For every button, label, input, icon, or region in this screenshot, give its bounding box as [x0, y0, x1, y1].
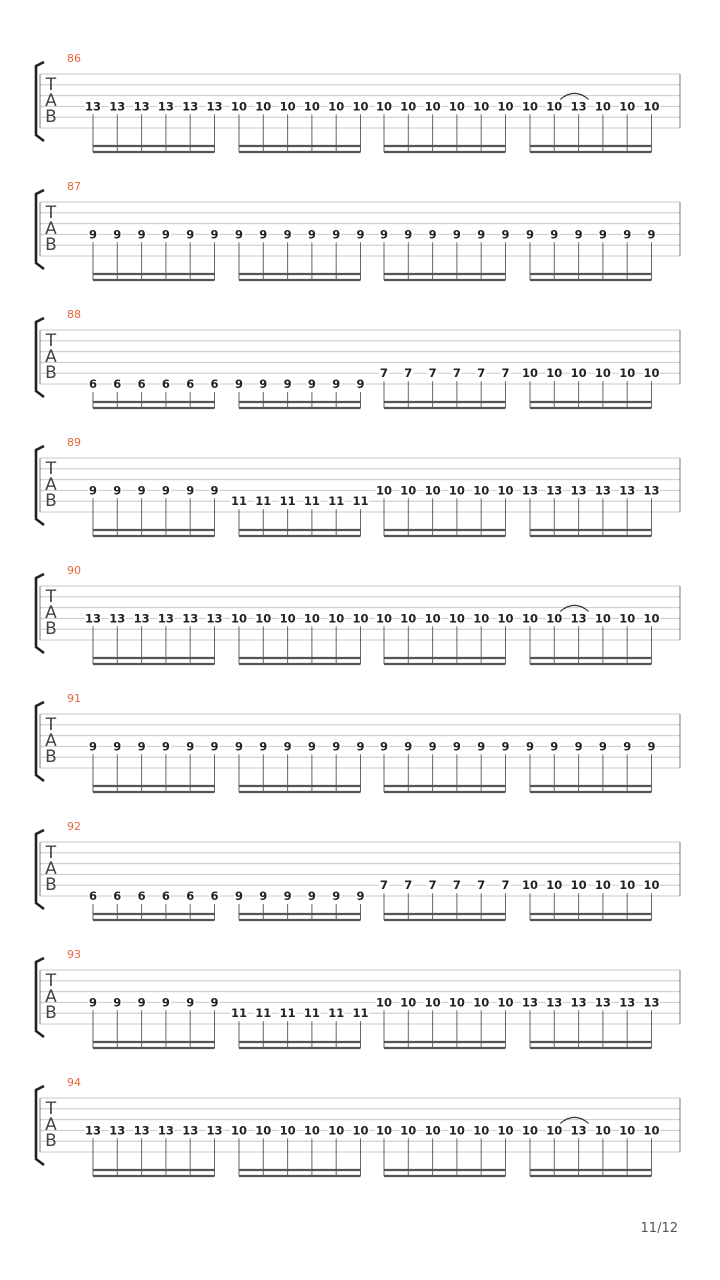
tab-clef-letter: T: [45, 75, 57, 95]
fret-number: 9: [259, 889, 268, 903]
fret-number: 13: [570, 1123, 587, 1138]
fret-number: 9: [379, 227, 389, 242]
tab-system-92: [36, 820, 680, 920]
fret-number: 13: [84, 1123, 102, 1138]
fret-number: 10: [521, 1123, 539, 1138]
fret-number: 9: [574, 739, 583, 754]
tab-clef-letter: A: [45, 1115, 57, 1135]
fret-number: 10: [546, 1123, 563, 1138]
fret-number: 9: [356, 739, 365, 754]
fret-number: 6: [137, 377, 146, 391]
fret-number: 10: [546, 611, 563, 626]
note-group: [379, 878, 511, 920]
fret-number: 10: [594, 99, 611, 114]
fret-number: 10: [424, 99, 441, 114]
fret-number: 10: [352, 1123, 369, 1138]
fret-number: 10: [400, 1123, 417, 1138]
fret-number: 13: [206, 611, 223, 626]
fret-number: 9: [525, 227, 535, 242]
fret-number: 6: [137, 889, 146, 903]
fret-number: 13: [570, 483, 587, 498]
note-group: [88, 889, 220, 920]
fret-number: 13: [206, 1123, 223, 1138]
fret-number: 13: [133, 1123, 150, 1138]
fret-number: 10: [643, 878, 660, 893]
fret-number: 10: [546, 99, 563, 114]
fret-number: 9: [332, 377, 341, 391]
fret-number: 9: [234, 227, 244, 242]
fret-number: 9: [501, 227, 510, 242]
fret-number: 9: [210, 739, 219, 754]
fret-number: 10: [619, 1123, 636, 1138]
fret-number: 6: [88, 889, 98, 903]
fret-number: 9: [404, 739, 413, 754]
fret-number: 10: [570, 366, 587, 381]
note-group: [88, 483, 220, 536]
fret-number: 9: [598, 739, 607, 754]
fret-number: 9: [88, 739, 98, 754]
fret-number: 9: [283, 889, 292, 903]
measure-number: 92: [67, 820, 81, 833]
tab-clef-letter: B: [45, 107, 57, 127]
fret-number: 10: [594, 1123, 611, 1138]
fret-number: 6: [113, 377, 122, 391]
tab-clef-letter: A: [45, 859, 57, 879]
fret-number: 10: [497, 611, 514, 626]
tab-system-90: [36, 564, 680, 664]
fret-number: 10: [255, 1123, 272, 1138]
fret-number: 10: [424, 1123, 441, 1138]
fret-number: 10: [230, 1123, 248, 1138]
fret-number: 10: [473, 483, 490, 498]
fret-number: 9: [356, 377, 365, 391]
fret-number: 9: [332, 739, 341, 754]
tab-clef-letter: T: [45, 1099, 57, 1119]
fret-number: 11: [279, 494, 296, 509]
note-group: [376, 611, 515, 664]
fret-number: 10: [303, 1123, 320, 1138]
fret-number: 10: [352, 611, 369, 626]
fret-number: 10: [594, 366, 611, 381]
fret-number: 6: [186, 377, 195, 391]
fret-number: 10: [448, 1123, 465, 1138]
fret-number: 13: [643, 995, 660, 1010]
tab-clef-letter: B: [45, 875, 57, 895]
tab-clef-letter: B: [45, 491, 57, 511]
fret-number: 10: [279, 99, 296, 114]
fret-number: 9: [210, 483, 219, 498]
fret-number: 9: [623, 739, 632, 754]
fret-number: 10: [375, 99, 393, 114]
fret-number: 9: [137, 739, 146, 754]
fret-number: 13: [570, 611, 587, 626]
tab-clef-letter: T: [45, 971, 57, 991]
note-group: [522, 1123, 661, 1176]
fret-number: 13: [182, 99, 199, 114]
tab-clef-letter: A: [45, 731, 57, 751]
note-group: [379, 739, 511, 792]
fret-number: 10: [303, 99, 320, 114]
fret-number: 10: [546, 878, 563, 893]
note-group: [231, 1006, 370, 1048]
fret-number: 13: [84, 99, 102, 114]
fret-number: 9: [88, 227, 98, 242]
note-group: [379, 227, 511, 280]
fret-number: 9: [598, 227, 607, 242]
fret-number: 9: [234, 377, 244, 391]
fret-number: 10: [643, 611, 660, 626]
note-group: [522, 611, 661, 664]
note-group: [376, 483, 515, 536]
fret-number: 11: [328, 1006, 345, 1021]
fret-number: 9: [452, 227, 461, 242]
tab-system-88: [36, 308, 680, 408]
fret-number: 6: [161, 377, 170, 391]
fret-number: 7: [379, 878, 389, 893]
fret-number: 9: [623, 227, 632, 242]
fret-number: 10: [448, 99, 465, 114]
fret-number: 9: [234, 739, 244, 754]
fret-number: 13: [182, 611, 199, 626]
fret-number: 9: [283, 377, 292, 391]
fret-number: 9: [113, 227, 122, 242]
note-group: [231, 1123, 370, 1176]
fret-number: 9: [356, 889, 365, 903]
fret-number: 11: [328, 494, 345, 509]
fret-number: 9: [161, 227, 170, 242]
tab-system-87: [36, 180, 680, 280]
note-group: [234, 889, 366, 920]
tab-clef-letter: B: [45, 747, 57, 767]
note-group: [522, 366, 661, 408]
fret-number: 9: [550, 739, 559, 754]
fret-number: 11: [352, 494, 369, 509]
fret-number: 9: [113, 483, 122, 498]
note-group: [234, 377, 366, 408]
note-group: [85, 1123, 224, 1176]
fret-number: 10: [521, 99, 539, 114]
fret-number: 9: [186, 483, 195, 498]
note-group: [525, 227, 657, 280]
fret-number: 13: [594, 995, 611, 1010]
fret-number: 13: [84, 611, 102, 626]
fret-number: 13: [643, 483, 660, 498]
tab-clef-letter: B: [45, 1003, 57, 1023]
tab-clef-letter: A: [45, 603, 57, 623]
note-group: [88, 739, 220, 792]
tab-clef-letter: B: [45, 1131, 57, 1151]
note-group: [522, 878, 661, 920]
fret-number: 10: [473, 611, 490, 626]
fret-number: 11: [230, 494, 248, 509]
fret-number: 9: [307, 739, 316, 754]
fret-number: 13: [619, 995, 636, 1010]
fret-number: 9: [137, 483, 146, 498]
fret-number: 13: [594, 483, 611, 498]
fret-number: 9: [647, 227, 656, 242]
fret-number: 10: [497, 99, 514, 114]
fret-number: 11: [352, 1006, 369, 1021]
fret-number: 9: [525, 739, 535, 754]
fret-number: 9: [88, 995, 98, 1010]
fret-number: 11: [279, 1006, 296, 1021]
fret-number: 13: [619, 483, 636, 498]
note-group: [85, 99, 224, 152]
fret-number: 10: [400, 611, 417, 626]
note-group: [376, 995, 515, 1048]
fret-number: 10: [643, 1123, 660, 1138]
fret-number: 9: [88, 483, 98, 498]
fret-number: 9: [283, 227, 292, 242]
measure-number: 93: [67, 948, 81, 961]
fret-number: 10: [521, 878, 539, 893]
fret-number: 9: [161, 739, 170, 754]
fret-number: 10: [279, 1123, 296, 1138]
fret-number: 9: [259, 377, 268, 391]
fret-number: 13: [521, 483, 539, 498]
fret-number: 13: [109, 99, 126, 114]
fret-number: 10: [424, 995, 441, 1010]
fret-number: 10: [497, 1123, 514, 1138]
tab-clef-letter: T: [45, 459, 57, 479]
note-group: [525, 739, 657, 792]
fret-number: 10: [255, 99, 272, 114]
fret-number: 9: [379, 739, 389, 754]
note-group: [522, 99, 661, 152]
fret-number: 9: [356, 227, 365, 242]
fret-number: 13: [546, 995, 563, 1010]
tab-clef-letter: T: [45, 203, 57, 223]
tab-clef-letter: T: [45, 587, 57, 607]
fret-number: 9: [186, 995, 195, 1010]
fret-number: 13: [157, 611, 174, 626]
measure-number: 91: [67, 692, 81, 705]
fret-number: 9: [113, 995, 122, 1010]
tab-clef-letter: T: [45, 715, 57, 735]
fret-number: 9: [210, 227, 219, 242]
fret-number: 13: [206, 99, 223, 114]
fret-number: 10: [375, 995, 393, 1010]
fret-number: 13: [133, 611, 150, 626]
fret-number: 13: [109, 1123, 126, 1138]
fret-number: 7: [477, 878, 486, 893]
fret-number: 10: [497, 995, 514, 1010]
fret-number: 9: [428, 227, 437, 242]
fret-number: 10: [643, 366, 660, 381]
measure-number: 86: [67, 52, 81, 65]
fret-number: 6: [210, 377, 219, 391]
fret-number: 7: [452, 878, 461, 893]
page-number: 11/12: [640, 1221, 678, 1236]
fret-number: 10: [279, 611, 296, 626]
fret-number: 9: [161, 483, 170, 498]
fret-number: 6: [88, 377, 98, 391]
measure-number: 88: [67, 308, 81, 321]
tab-system-91: [36, 692, 680, 792]
fret-number: 9: [210, 995, 219, 1010]
fret-number: 10: [473, 99, 490, 114]
fret-number: 10: [594, 878, 611, 893]
fret-number: 6: [186, 889, 195, 903]
fret-number: 10: [448, 483, 465, 498]
fret-number: 7: [477, 366, 486, 381]
fret-number: 11: [303, 494, 320, 509]
fret-number: 9: [234, 889, 244, 903]
tab-clef-letter: A: [45, 475, 57, 495]
note-group: [88, 995, 220, 1048]
fret-number: 10: [643, 99, 660, 114]
fret-number: 13: [157, 99, 174, 114]
fret-number: 9: [113, 739, 122, 754]
fret-number: 9: [550, 227, 559, 242]
fret-number: 10: [521, 611, 539, 626]
fret-number: 9: [477, 739, 486, 754]
fret-number: 9: [574, 227, 583, 242]
fret-number: 9: [332, 889, 341, 903]
fret-number: 10: [400, 483, 417, 498]
fret-number: 10: [375, 1123, 393, 1138]
fret-number: 10: [619, 366, 636, 381]
fret-number: 10: [448, 995, 465, 1010]
note-group: [376, 1123, 515, 1176]
fret-number: 10: [352, 99, 369, 114]
fret-number: 10: [546, 366, 563, 381]
tab-clef-letter: T: [45, 331, 57, 351]
measure-number: 87: [67, 180, 81, 193]
fret-number: 9: [186, 739, 195, 754]
fret-number: 9: [477, 227, 486, 242]
fret-number: 13: [570, 99, 587, 114]
fret-number: 9: [332, 227, 341, 242]
fret-number: 9: [259, 739, 268, 754]
fret-number: 7: [404, 878, 413, 893]
fret-number: 10: [303, 611, 320, 626]
fret-number: 13: [109, 611, 126, 626]
fret-number: 9: [161, 995, 170, 1010]
fret-number: 10: [328, 99, 345, 114]
note-group: [379, 366, 511, 408]
fret-number: 11: [303, 1006, 320, 1021]
note-group: [88, 377, 220, 408]
fret-number: 7: [501, 878, 510, 893]
fret-number: 7: [379, 366, 389, 381]
note-group: [231, 611, 370, 664]
fret-number: 10: [619, 878, 636, 893]
fret-number: 7: [428, 366, 437, 381]
measure-number: 90: [67, 564, 81, 577]
fret-number: 13: [182, 1123, 199, 1138]
fret-number: 10: [400, 995, 417, 1010]
fret-number: 10: [230, 99, 248, 114]
fret-number: 7: [452, 366, 461, 381]
fret-number: 10: [570, 878, 587, 893]
fret-number: 9: [307, 377, 316, 391]
fret-number: 9: [283, 739, 292, 754]
fret-number: 10: [400, 99, 417, 114]
note-group: [234, 227, 366, 280]
fret-number: 10: [619, 99, 636, 114]
fret-number: 10: [328, 611, 345, 626]
fret-number: 10: [594, 611, 611, 626]
fret-number: 13: [157, 1123, 174, 1138]
fret-number: 7: [501, 366, 510, 381]
tab-clef-letter: A: [45, 91, 57, 111]
fret-number: 9: [307, 889, 316, 903]
fret-number: 10: [521, 366, 539, 381]
fret-number: 11: [230, 1006, 248, 1021]
fret-number: 7: [428, 878, 437, 893]
tab-system-94: [36, 1076, 680, 1176]
fret-number: 7: [404, 366, 413, 381]
fret-number: 10: [619, 611, 636, 626]
fret-number: 9: [259, 227, 268, 242]
fret-number: 13: [133, 99, 150, 114]
note-group: [88, 227, 220, 280]
note-group: [522, 483, 661, 536]
note-group: [85, 611, 224, 664]
note-group: [376, 99, 515, 152]
fret-number: 9: [428, 739, 437, 754]
note-group: [231, 494, 370, 536]
fret-number: 11: [255, 494, 272, 509]
fret-number: 9: [647, 739, 656, 754]
fret-number: 6: [161, 889, 170, 903]
fret-number: 10: [473, 1123, 490, 1138]
measure-number: 94: [67, 1076, 81, 1089]
fret-number: 10: [448, 611, 465, 626]
fret-number: 9: [501, 739, 510, 754]
tab-clef-letter: B: [45, 235, 57, 255]
fret-number: 10: [424, 483, 441, 498]
fret-number: 10: [473, 995, 490, 1010]
tab-clef-letter: A: [45, 347, 57, 367]
tab-system-89: [36, 436, 680, 536]
fret-number: 11: [255, 1006, 272, 1021]
fret-number: 6: [113, 889, 122, 903]
fret-number: 9: [137, 227, 146, 242]
fret-number: 10: [424, 611, 441, 626]
fret-number: 9: [137, 995, 146, 1010]
measure-number: 89: [67, 436, 81, 449]
fret-number: 9: [186, 227, 195, 242]
tab-clef-letter: T: [45, 843, 57, 863]
fret-number: 10: [375, 483, 393, 498]
tab-clef-letter: B: [45, 619, 57, 639]
fret-number: 10: [497, 483, 514, 498]
fret-number: 13: [521, 995, 539, 1010]
fret-number: 9: [452, 739, 461, 754]
fret-number: 9: [307, 227, 316, 242]
note-group: [234, 739, 366, 792]
note-group: [522, 995, 661, 1048]
fret-number: 9: [404, 227, 413, 242]
fret-number: 10: [230, 611, 248, 626]
tab-system-93: [36, 948, 680, 1048]
fret-number: 10: [375, 611, 393, 626]
fret-number: 13: [570, 995, 587, 1010]
tab-clef-letter: A: [45, 219, 57, 239]
fret-number: 13: [546, 483, 563, 498]
tab-system-86: [36, 52, 680, 152]
tab-clef-letter: A: [45, 987, 57, 1007]
fret-number: 10: [328, 1123, 345, 1138]
fret-number: 6: [210, 889, 219, 903]
note-group: [231, 99, 370, 152]
tab-clef-letter: B: [45, 363, 57, 383]
fret-number: 10: [255, 611, 272, 626]
